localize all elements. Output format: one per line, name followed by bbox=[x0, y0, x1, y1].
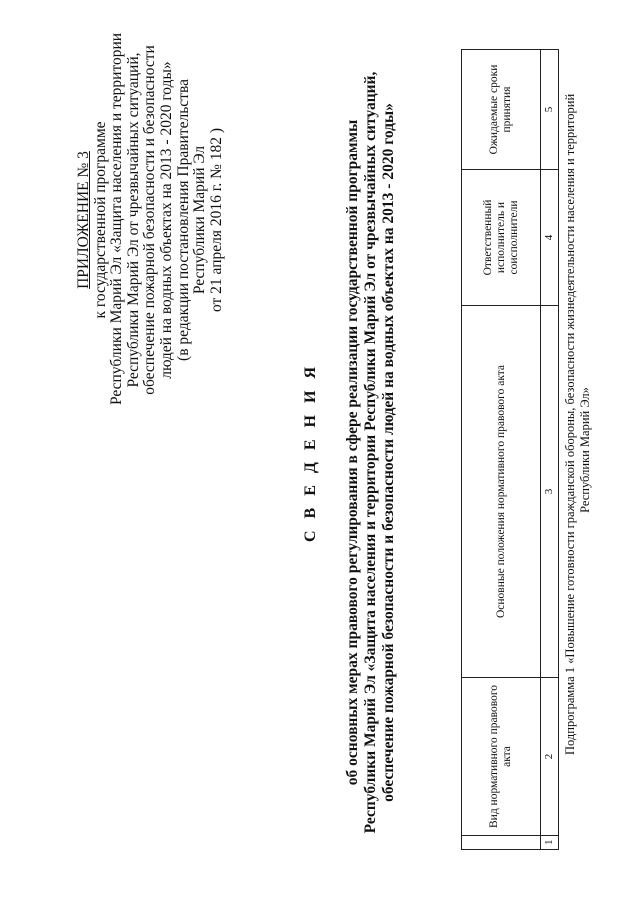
subprogram-line: Республики Марий Эл» bbox=[577, 387, 592, 513]
col-number: 4 bbox=[541, 170, 559, 306]
title-line: обеспечение пожарной безопасности и безопасности людей на водных объектах на 2013 - 2020 годы» bbox=[380, 103, 397, 802]
col-number: 3 bbox=[541, 306, 559, 678]
approval-line: Республики Марий Эл от чрезвычайных ситуаций, bbox=[124, 52, 142, 388]
col-number: 1 bbox=[541, 836, 559, 850]
approval-line: (в редакции постановления Правительства bbox=[174, 79, 192, 361]
document-title bbox=[302, 0, 398, 905]
col-header-deadline: Ожидаемые сроки принятия bbox=[462, 50, 541, 170]
table-number-row bbox=[541, 50, 559, 850]
table-header-row bbox=[462, 50, 541, 850]
title-line: Республики Марий Эл «Защита населения и территории Республики Марий Эл от чрезвычайных ситуаций, bbox=[362, 71, 379, 834]
col-header-main-provisions: Основные положения нормативного правового акта bbox=[462, 306, 541, 678]
subprogram-line: Подпрограмма 1 «Повышение готовности гражданской обороны, безопасности жизнедеятельности населения и территорий bbox=[563, 93, 577, 755]
col-number: 2 bbox=[541, 678, 559, 836]
col-header-index bbox=[462, 836, 541, 850]
approval-line: людей на водных объектах на 2013 - 2020 годы» bbox=[157, 61, 175, 379]
subprogram-heading bbox=[563, 93, 592, 755]
approval-line: обеспечение пожарной безопасности и безопасности bbox=[141, 45, 159, 395]
approval-date: от 21 апреля 2016 г. № 182 ) bbox=[207, 127, 225, 313]
appendix-number: ПРИЛОЖЕНИЕ № 3 bbox=[75, 151, 92, 289]
approval-line: Республики Марий Эл «Защита населения и территории bbox=[108, 32, 126, 405]
approval-line: к государственной программе bbox=[91, 121, 109, 319]
col-number: 5 bbox=[541, 50, 559, 170]
title-heading: С В Е Д Е Н И Я bbox=[302, 362, 319, 543]
col-header-responsible: Ответственный исполнитель и соисполнители bbox=[462, 170, 541, 306]
approval-stamp bbox=[75, 32, 225, 405]
measures-table bbox=[461, 49, 559, 850]
approval-line: Республики Марий Эл bbox=[191, 145, 209, 295]
title-line: об основных мерах правового регулирования в сфере реализации государственной программы bbox=[344, 119, 361, 786]
col-header-act-type: Вид нормативного правового акта bbox=[462, 678, 541, 836]
